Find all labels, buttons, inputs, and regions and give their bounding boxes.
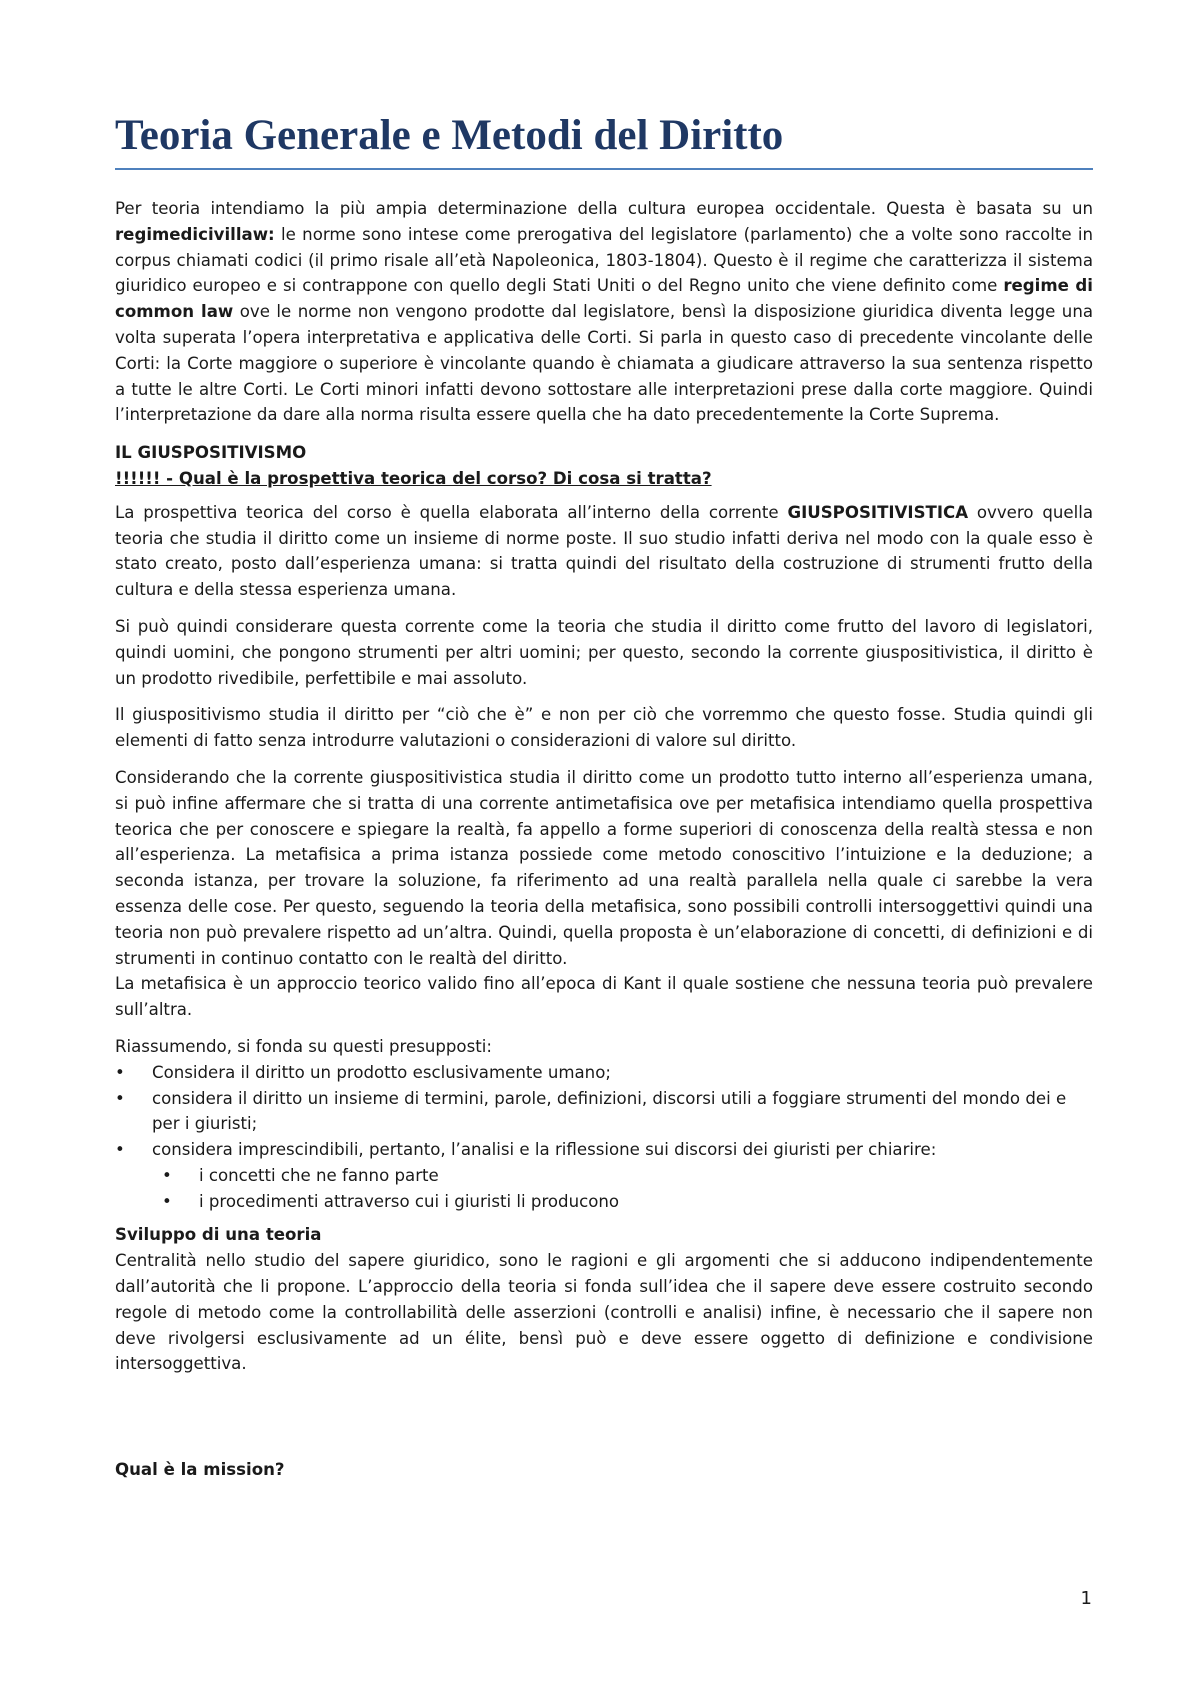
- list-item: • considera imprescindibili, pertanto, l’analisi e la riflessione sui discorsi dei giuristi per chiarire:: [115, 1137, 1093, 1163]
- intro-bold-civil-law: regimedicivillaw:: [115, 224, 275, 244]
- section-heading: IL GIUSPOSITIVISMO: [115, 443, 307, 463]
- paragraph-3: Il giuspositivismo studia il diritto per “ciò che è” e non per ciò che vorremmo che questo fosse. Studia quindi gli elementi di fatto senza introdurre valutazioni o considerazioni di valore sul diritto.: [115, 705, 1093, 751]
- intro-text-2: le norme sono intese come prerogativa del legislatore (parlamento) che a volte sono raccolte in corpus chiamati codici (il primo risale all’età Napoleonica, 1803-1804). Questo è il regime che caratterizza il sistema giuridico europeo e si contrappone con quello degli Stati Uniti o del Regno unito che viene definito come: [115, 224, 1093, 296]
- list-item: • considera il diritto un insieme di termini, parole, definizioni, discorsi utili a foggiare strumenti del mondo dei e per i giuristi;: [115, 1086, 1093, 1138]
- sub-list-item: • i procedimenti attraverso cui i giuristi li producono: [115, 1189, 1093, 1215]
- question-heading: !!!!!! - Qual è la prospettiva teorica del corso? Di cosa si tratta?: [115, 468, 712, 488]
- intro-paragraph: [115, 196, 1093, 428]
- paragraph-2: Si può quindi considerare questa corrente come la teoria che studia il diritto come frutto del lavoro di legislatori, quindi uomini, che pongono strumenti per altri uomini; per questo, secondo la corrente giuspositivistica, il diritto è un prodotto rivedibile, perfettibile e mai assoluto.: [115, 616, 1093, 688]
- sub-list-item: • i concetti che ne fanno parte: [115, 1163, 1093, 1189]
- document-page: [115, 110, 1093, 1483]
- paragraph-5: La metafisica è un approccio teorico valido fino all’epoca di Kant il quale sostiene che nessuna teoria può prevalere sull’altra.: [115, 974, 1093, 1020]
- p1-bold: GIUSPOSITIVISTICA: [787, 502, 969, 522]
- spacer: [115, 1377, 1093, 1445]
- document-title: Teoria Generale e Metodi del Diritto: [115, 110, 1093, 170]
- theory-paragraph: Centralità nello studio del sapere giuridico, sono le ragioni e gli argomenti che si adducono indipendentemente dall’autorità che li propone. L’approccio della teoria si fonda sull’idea che il sapere deve essere costruito secondo regole di metodo come la controllabilità delle asserzioni (controlli e analisi) infine, è necessario che il sapere non deve rivolgersi esclusivamente ad un élite, bensì può e deve essere oggetto di definizione e condivisione intersoggettiva.: [115, 1251, 1093, 1374]
- p1-text-1: La prospettiva teorica del corso è quella elaborata all’interno della corrente: [115, 502, 788, 522]
- bullet-list: [115, 1060, 1093, 1163]
- mission-heading: Qual è la mission?: [115, 1460, 285, 1480]
- paragraph-4: Considerando che la corrente giuspositivistica studia il diritto come un prodotto tutto interno all’esperienza umana, si può infine affermare che si tratta di una corrente antimetafisica ove per metafisica intendiamo quella prospettiva teorica che per conoscere e spiegare la realtà, fa appello a forme superiori di conoscenza della realtà stessa e non all’esperienza. La metafisica a prima istanza possiede come metodo conoscitivo l’intuizione e la deduzione; a seconda istanza, per trovare la soluzione, fa riferimento ad una realtà parallela nella quale ci sarebbe la vera essenza delle cose. Per questo, seguendo la teoria della metafisica, sono possibili controlli intersoggettivi quindi una teoria non può prevalere rispetto ad un’altra. Quindi, quella proposta è un’elaborazione di concetti, di definizioni e di strumenti in continuo contatto con le realtà del diritto.: [115, 767, 1093, 968]
- p1-text-2: ovvero quella teoria che studia il diritto come un insieme di norme poste. Il suo studio infatti deriva nel modo con la quale esso è stato creato, posto dall’esperienza umana: si tratta quindi del risultato della costruzione di strumenti frutto della cultura e della stessa esperienza umana.: [115, 502, 1094, 600]
- intro-text-3: ove le norme non vengono prodotte dal legislatore, bensì la disposizione giuridica diventa legge una volta superata l’opera interpretativa e applicativa delle Corti. Si parla in questo caso di precedente vincolante delle Corti: la Corte maggiore o superiore è vincolante quando è chiamata a giudicare attraverso la sua sentenza rispetto a tutte le altre Corti. Le Corti minori infatti devono sottostare alle interpretazioni prese dalla corte maggiore. Quindi l’interpretazione da dare alla norma risulta essere quella che ha dato precedentemente la Corte Suprema.: [115, 302, 1093, 425]
- theory-heading: Sviluppo di una teoria: [115, 1225, 322, 1245]
- list-item: • Considera il diritto un prodotto esclusivamente umano;: [115, 1060, 1093, 1086]
- intro-text-1: Per teoria intendiamo la più ampia determinazione della cultura europea occidentale. Questa è basata su un: [115, 199, 1093, 218]
- page-number: 1: [1080, 1588, 1092, 1609]
- intro-bold-common-law: regime di common law: [115, 276, 1093, 322]
- summary-intro: Riassumendo, si fonda su questi presupposti:: [115, 1036, 492, 1056]
- sub-bullet-list: [115, 1163, 1093, 1215]
- paragraph-1: [115, 500, 1093, 603]
